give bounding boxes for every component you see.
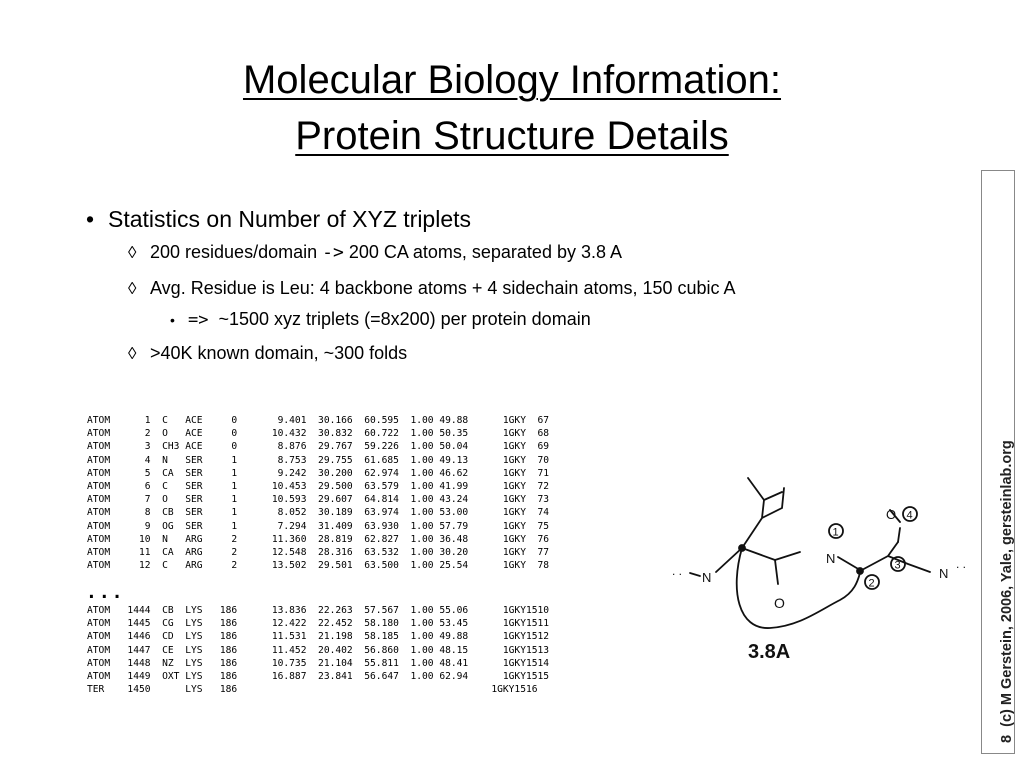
sketch-dots-left: . . (672, 564, 683, 578)
circle-label-2-text: 2 (868, 577, 875, 590)
sub-bullet-domains-text: >40K known domain, ~300 folds (150, 343, 408, 363)
circle-label-3-text: 3 (894, 559, 901, 572)
distance-label: 3.8A (748, 641, 791, 663)
bond-n-ca2 (838, 557, 860, 570)
sketch-dots-right: . . (956, 557, 967, 571)
sub-sub-bullet-triplets (170, 309, 591, 330)
peptide-backbone-sketch (660, 460, 980, 670)
title-line-1: Molecular Biology Information: (242, 58, 782, 102)
bullet-dot-icon: • (86, 206, 95, 232)
credit-sidebar (998, 440, 1016, 743)
atom-n-left: N (702, 570, 712, 585)
diamond-icon: ◊ (128, 344, 137, 363)
sub-bullet-leu (128, 278, 736, 299)
sub-bullet-residues-text-2: 200 CA atoms, separated by 3.8 A (348, 242, 623, 262)
pdb-records-top: ATOM 1 C ACE 0 9.401 30.166 60.595 1.00 49.88 1GKY 67 ATOM 2 O ACE 0 10.432 30.832 60.722 1.00 50.35 1GKY 68 ATOM 3 CH3 ACE 0 8.876 29.767 59.226 1.00 50.04 1GKY 69 ATOM 4 N SER 1 8.753 29.755 61.685 1.00 49.13 1GKY 70 ATOM 5 CA SER 1 9.242 30.200 62.974 1.00 46.62 1GKY 71 ATOM 6 C SER 1 10.453 29.500 63.579 1.00 41.99 1GKY 72 ATOM 7 O SER 1 10.593 29.607 64.814 1.00 43.24 1GKY 73 ATOM 8 CB SER 1 8.052 30.189 63.974 1.00 53.00 1GKY 74 ATOM 9 OG SER 1 7.294 31.409 63.930 1.00 57.79 1GKY 75 ATOM 10 N ARG 2 11.360 28.819 62.827 1.00 36.48 1GKY 76 ATOM 11 CA ARG 2 12.548 28.316 63.532 1.00 30.20 1GKY 77 ATOM 12 C ARG 2 13.502 29.501 63.500 1.00 25.54 1GKY 78 (87, 415, 550, 572)
atom-o: O (774, 595, 785, 611)
atom-n-middle: N (826, 551, 836, 566)
bond-ca1-c (742, 548, 778, 584)
credit-text: (c) M Gerstein, 2006, Yale, gersteinlab.org (999, 440, 1015, 727)
circle-label-1-text: 1 (832, 526, 839, 539)
diamond-icon: ◊ (128, 243, 137, 262)
sub-bullet-leu-text: Avg. Residue is Leu: 4 backbone atoms + 4 sidechain atoms, 150 cubic A (150, 278, 736, 298)
pdb-ellipsis: ... (86, 582, 125, 603)
side-chain-1 (742, 478, 784, 548)
diamond-icon: ◊ (128, 279, 137, 298)
arrow-symbol: -> (322, 242, 344, 263)
sub-bullet-domains (128, 343, 407, 364)
sub-sub-bullet-text: ~1500 xyz triplets (=8x200) per protein domain (218, 309, 591, 329)
bullet-statistics (86, 206, 471, 233)
slide-title (0, 52, 1024, 164)
atom-n-right: N (939, 566, 949, 581)
pdb-records-bottom: ATOM 1444 CB LYS 186 13.836 22.263 57.567 1.00 55.06 1GKY1510 ATOM 1445 CG LYS 186 12.422 22.452 58.180 1.00 53.45 1GKY1511 ATOM 1446 CD LYS 186 11.531 21.198 58.185 1.00 49.88 1GKY1512 ATOM 1447 CE LYS 186 11.452 20.402 56.860 1.00 48.15 1GKY1513 ATOM 1448 NZ LYS 186 10.735 21.104 55.811 1.00 48.41 1GKY1514 ATOM 1449 OXT LYS 186 16.887 23.841 56.647 1.00 62.94 1GKY1515 TER 1450 LYS 186 1GKY1516 (87, 605, 550, 696)
bullet-dot-icon: • (170, 312, 175, 328)
sub-bullet-residues-text: 200 residues/domain (150, 242, 318, 262)
circle-label-4-text: 4 (906, 509, 913, 522)
atom-o-top: O (886, 507, 897, 522)
bond-c-n (775, 552, 800, 560)
sub-bullet-residues (128, 242, 622, 263)
slide-number: 8 (999, 734, 1015, 743)
bullet-statistics-text: Statistics on Number of XYZ triplets (108, 206, 472, 232)
bond-left-stub (690, 573, 700, 576)
title-line-2: Protein Structure Details (295, 114, 729, 158)
implies-symbol: => (188, 310, 209, 330)
